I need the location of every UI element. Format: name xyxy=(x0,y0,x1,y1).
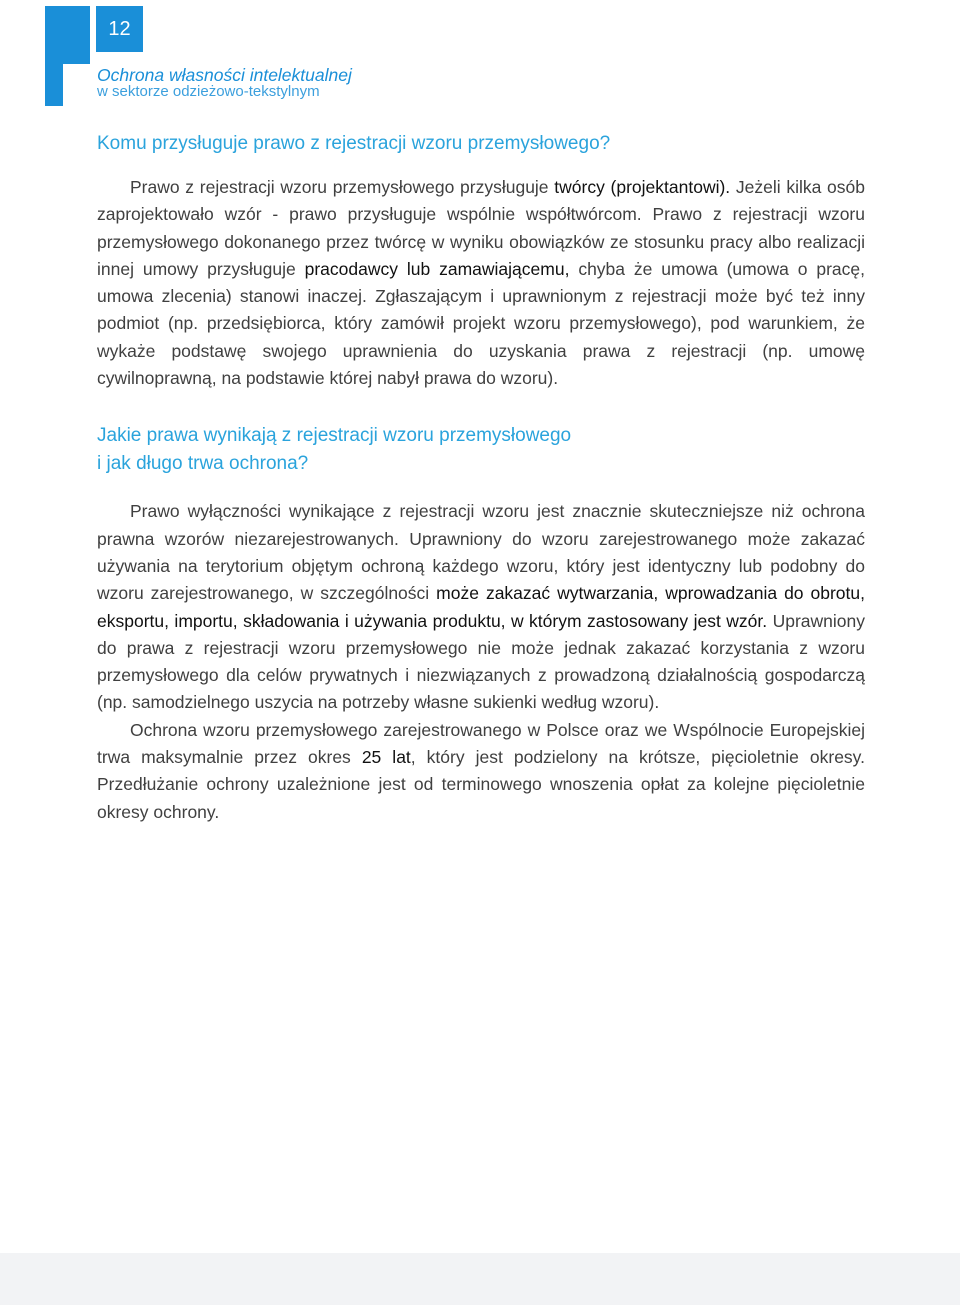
emphasis-duration: 25 lat xyxy=(361,747,411,768)
paragraph-text: chyba że umowa (umowa o pracę, umowa zlecenia) stanowi inaczej. Zgłaszającym i uprawnionym z rejestracji może być też inny podmiot (np. przedsiębiorca, który zamówił projekt wzoru przemysłowego), pod warunkiem, że wykaże podstawę swojego uprawnienia do uzyskania prawa z rejestracji (np. umowę cywilnoprawną, na podstawie której nabył prawa do wzoru). xyxy=(97,258,865,389)
emphasis-employer: pracodawcy lub zamawiającemu, xyxy=(304,258,570,279)
paragraph-text: , który jest podzielony na krótsze, pięcioletnie okresy. Przedłużanie ochrony uzależnione jest od terminowego wnoszenia opłat za kolejne pięcioletnie okresy ochrony. xyxy=(97,747,865,822)
emphasis-prohibitions: może zakazać wytwarzania, wprowadzania do obrotu, eksportu, importu, składowania i używania produktu, w którym zastosowany jest wzór. xyxy=(97,583,866,631)
paragraph-protection-duration xyxy=(97,717,865,826)
paragraph-text: Prawo wyłączności wynikające z rejestracji wzoru jest znacznie skuteczniejsze niż ochrona prawna wzorów niezarejestrowanych. Uprawniony do wzoru zarejestrowanego może zakazać używania na terytorium objętym ochroną każdego wzoru, który jest identyczny lub podobny do wzoru zarejestrowanego, w szczególności xyxy=(97,501,865,604)
section-heading-rights-duration xyxy=(97,422,865,478)
running-title: Ochrona własności intelektualnej xyxy=(97,65,352,85)
emphasis-creator: twórcy (projektantowi). xyxy=(554,177,731,197)
header-accent-notch xyxy=(63,64,90,106)
paragraph-text: Uprawniony do prawa z rejestracji wzoru przemysłowego nie może jednak zakazać korzystania z wzoru przemysłowego dla celów prywatnych i niezwiązanych z prowadzoną działalnością gospodarczą (np. samodzielnego uszycia na potrzeby własne sukienki według wzoru). xyxy=(97,610,865,713)
page-number: 12 xyxy=(96,6,143,52)
running-subtitle: w sektorze odzieżowo-tekstylnym xyxy=(97,83,320,100)
paragraph-rights-holder xyxy=(97,174,865,392)
heading-line: i jak długo trwa ochrona? xyxy=(97,453,309,475)
paragraph-text: Ochrona wzoru przemysłowego zarejestrowanego w Polsce oraz we Wspólnocie Europejskiej trwa maksymalnie przez okres xyxy=(97,719,865,768)
heading-line: Jakie prawa wynikają z rejestracji wzoru przemysłowego xyxy=(97,425,572,447)
section-heading-rights-holder: Komu przysługuje prawo z rejestracji wzoru przemysłowego? xyxy=(97,133,611,154)
paragraph-text: Jeżeli kilka osób zaprojektowało wzór - prawo przysługuje wspólnie współtwórcom. Prawo z rejestracji wzoru przemysłowego dokonanego przez twórcę w wyniku obowiązków ze stosunku pracy albo realizacji innej umowy przysługuje xyxy=(97,177,865,279)
paragraph-exclusive-rights xyxy=(97,498,865,716)
paragraph-text: Prawo z rejestracji wzoru przemysłowego przysługuje xyxy=(130,177,555,197)
main-content xyxy=(97,130,865,826)
page-footer-strip xyxy=(0,1253,960,1305)
